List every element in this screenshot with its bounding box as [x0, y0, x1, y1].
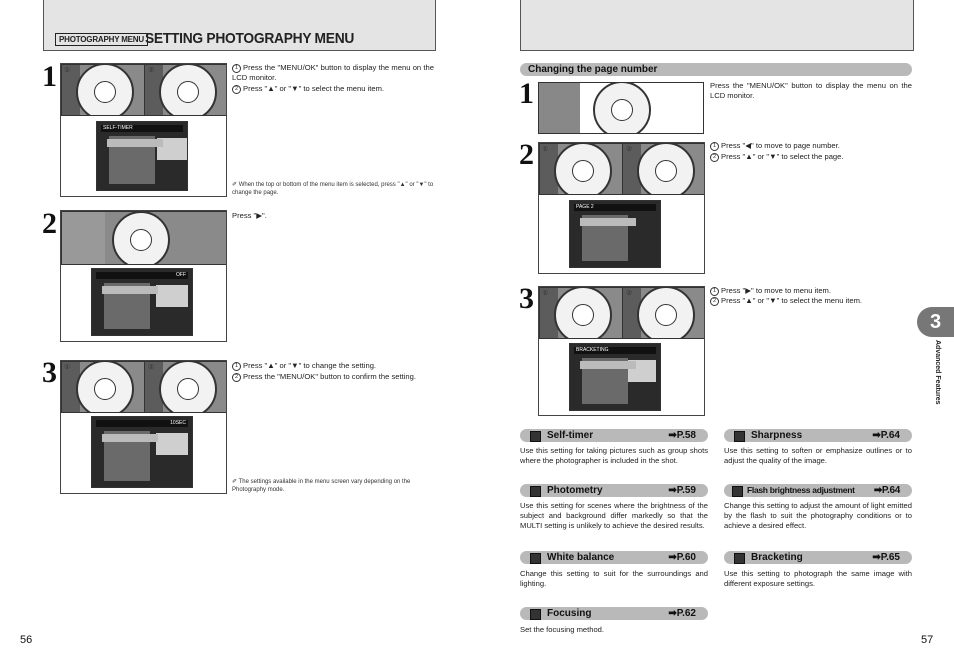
camera-back-image	[61, 361, 145, 413]
feature-description: Set the focusing method.	[520, 625, 605, 634]
step-3-instruction-1: 1 Press "▲" or "▼" to change the setting.	[232, 361, 434, 371]
step-3-instruction-2: 2 Press the "MENU/OK" button to confirm the setting.	[232, 372, 434, 382]
step-3-illustration	[60, 360, 227, 494]
feature-heading-white-balance: White balance ➡P.60	[520, 551, 708, 564]
chapter-label: Advanced Features	[934, 340, 941, 405]
right-header-box	[520, 0, 914, 51]
right-step-2-illustration	[538, 142, 705, 274]
four-way-dial-icon	[112, 211, 170, 265]
sub-step-marker: ②	[148, 364, 155, 371]
four-way-dial-icon	[637, 143, 695, 195]
step-2-instruction: Press "▶".	[232, 211, 267, 220]
flash-brightness-icon	[732, 486, 743, 497]
menu-ok-dial-icon	[76, 64, 134, 116]
sub-step-marker: ①	[64, 67, 71, 74]
camera-back-image	[539, 287, 623, 339]
sharpness-icon	[734, 431, 745, 442]
page-number-right: 57	[921, 634, 934, 646]
camera-back-image	[622, 143, 705, 195]
step-1-instruction-1: 1 Press the "MENU/OK" button to display the menu on the LCD monitor.	[232, 63, 434, 82]
step-number: 1	[519, 77, 534, 110]
step-number: 3	[519, 282, 534, 315]
lcd-menu-screen	[569, 200, 661, 268]
page-reference: ➡P.59	[668, 485, 696, 496]
sub-step-marker: ②	[148, 67, 155, 74]
page-reference: ➡P.60	[668, 552, 696, 563]
camera-back-image	[622, 287, 705, 339]
right-step-2-instruction-1: 1 Press "◀" to move to page number.	[710, 141, 912, 151]
step-number: 1	[42, 60, 57, 93]
sub-step-marker: ②	[626, 146, 633, 153]
feature-heading-sharpness: Sharpness ➡P.64	[724, 429, 912, 442]
lcd-menu-screen	[91, 268, 193, 336]
four-way-dial-icon	[76, 361, 134, 413]
feature-description: Change this setting to suit for the surroundings and lighting.	[520, 569, 708, 588]
step-1-note: ✐ When the top or bottom of the menu item is selected, press "▲" or "▼" to change the page.	[232, 182, 434, 196]
feature-description: Change this setting to adjust the amount of light emitted by the flash to suit the photography conditions or to achieve a desired effect.	[724, 501, 912, 530]
sub-step-marker: ②	[626, 290, 633, 297]
page-reference: ➡P.64	[872, 430, 900, 441]
lcd-menu-title: PAGE 2	[576, 204, 594, 210]
white-balance-icon	[530, 553, 541, 564]
lcd-menu-screen	[569, 343, 661, 411]
right-step-3-illustration	[538, 286, 705, 416]
feature-description: Use this setting for taking pictures such as group shots where the photographer is included in the shot.	[520, 446, 708, 465]
page-reference: ➡P.65	[872, 552, 900, 563]
feature-heading-flash-brightness: Flash brightness adjustment ➡P.64	[724, 484, 912, 497]
sub-step-marker: ①	[542, 290, 549, 297]
four-way-dial-icon	[637, 287, 695, 339]
right-step-3-instruction-1: 1 Press "▶" to move to menu item.	[710, 286, 912, 296]
step-3-note: ✐ The settings available in the menu screen vary depending on the Photography mode.	[232, 479, 411, 493]
self-timer-icon	[530, 431, 541, 442]
step-1-illustration	[60, 63, 227, 197]
menu-ok-dial-icon	[593, 82, 651, 134]
sub-step-marker: ①	[64, 364, 71, 371]
step-1-instruction-2: 2 Press "▲" or "▼" to select the menu item.	[232, 84, 434, 94]
step-number: 2	[519, 138, 534, 171]
camera-back-image	[144, 361, 227, 413]
step-2-illustration	[60, 210, 227, 342]
subsection-heading: Changing the page number	[520, 63, 912, 76]
feature-heading-focusing: Focusing ➡P.62	[520, 607, 708, 620]
lcd-menu-title: SELF-TIMER	[103, 125, 133, 131]
feature-description: Use this setting to soften or emphasize outlines or to adjust the quality of the image.	[724, 446, 912, 465]
lcd-menu-screen	[96, 121, 188, 191]
feature-heading-photometry: Photometry ➡P.59	[520, 484, 708, 497]
page-reference: ➡P.58	[668, 430, 696, 441]
step-number: 3	[42, 356, 57, 389]
photometry-icon	[530, 486, 541, 497]
camera-back-image	[144, 64, 227, 116]
bracketing-icon	[734, 553, 745, 564]
chapter-tab: 3	[917, 307, 954, 337]
note-icon: ✐	[232, 479, 239, 485]
right-step-1-instruction: Press the "MENU/OK" button to display the menu on the LCD monitor.	[710, 81, 912, 100]
feature-heading-self-timer: Self-timer ➡P.58	[520, 429, 708, 442]
menu-ok-dial-icon	[159, 361, 217, 413]
lcd-menu-title: 10SEC	[170, 420, 186, 426]
page-reference: ➡P.64	[873, 485, 900, 496]
right-step-3-instruction-2: 2 Press "▲" or "▼" to select the menu item.	[710, 296, 912, 306]
camera-back-image	[61, 64, 145, 116]
lcd-menu-screen	[91, 416, 193, 488]
step-1-camera-illustration	[538, 82, 704, 134]
page-title: SETTING PHOTOGRAPHY MENU	[145, 30, 355, 47]
right-step-2-instruction-2: 2 Press "▲" or "▼" to select the page.	[710, 152, 912, 162]
feature-heading-bracketing: Bracketing ➡P.65	[724, 551, 912, 564]
lcd-menu-title: OFF	[176, 272, 186, 278]
feature-description: Use this setting to photograph the same image with different exposure settings.	[724, 569, 912, 588]
section-tag: PHOTOGRAPHY MENU	[55, 33, 148, 46]
step-number: 2	[42, 207, 57, 240]
four-way-dial-icon	[159, 64, 217, 116]
lcd-menu-title: BRACKETING	[576, 347, 609, 353]
focusing-icon	[530, 609, 541, 620]
four-way-dial-icon	[554, 287, 612, 339]
camera-back-image	[539, 143, 623, 195]
sub-step-marker: ①	[542, 146, 549, 153]
page-reference: ➡P.62	[668, 608, 696, 619]
camera-back-image	[61, 211, 227, 265]
four-way-dial-icon	[554, 143, 612, 195]
note-icon: ✐	[232, 182, 239, 188]
page-number-left: 56	[20, 634, 33, 646]
feature-description: Use this setting for scenes where the brightness of the subject and background differ markedly so that the MULTI setting is unlikely to achieve the desired results.	[520, 501, 708, 530]
